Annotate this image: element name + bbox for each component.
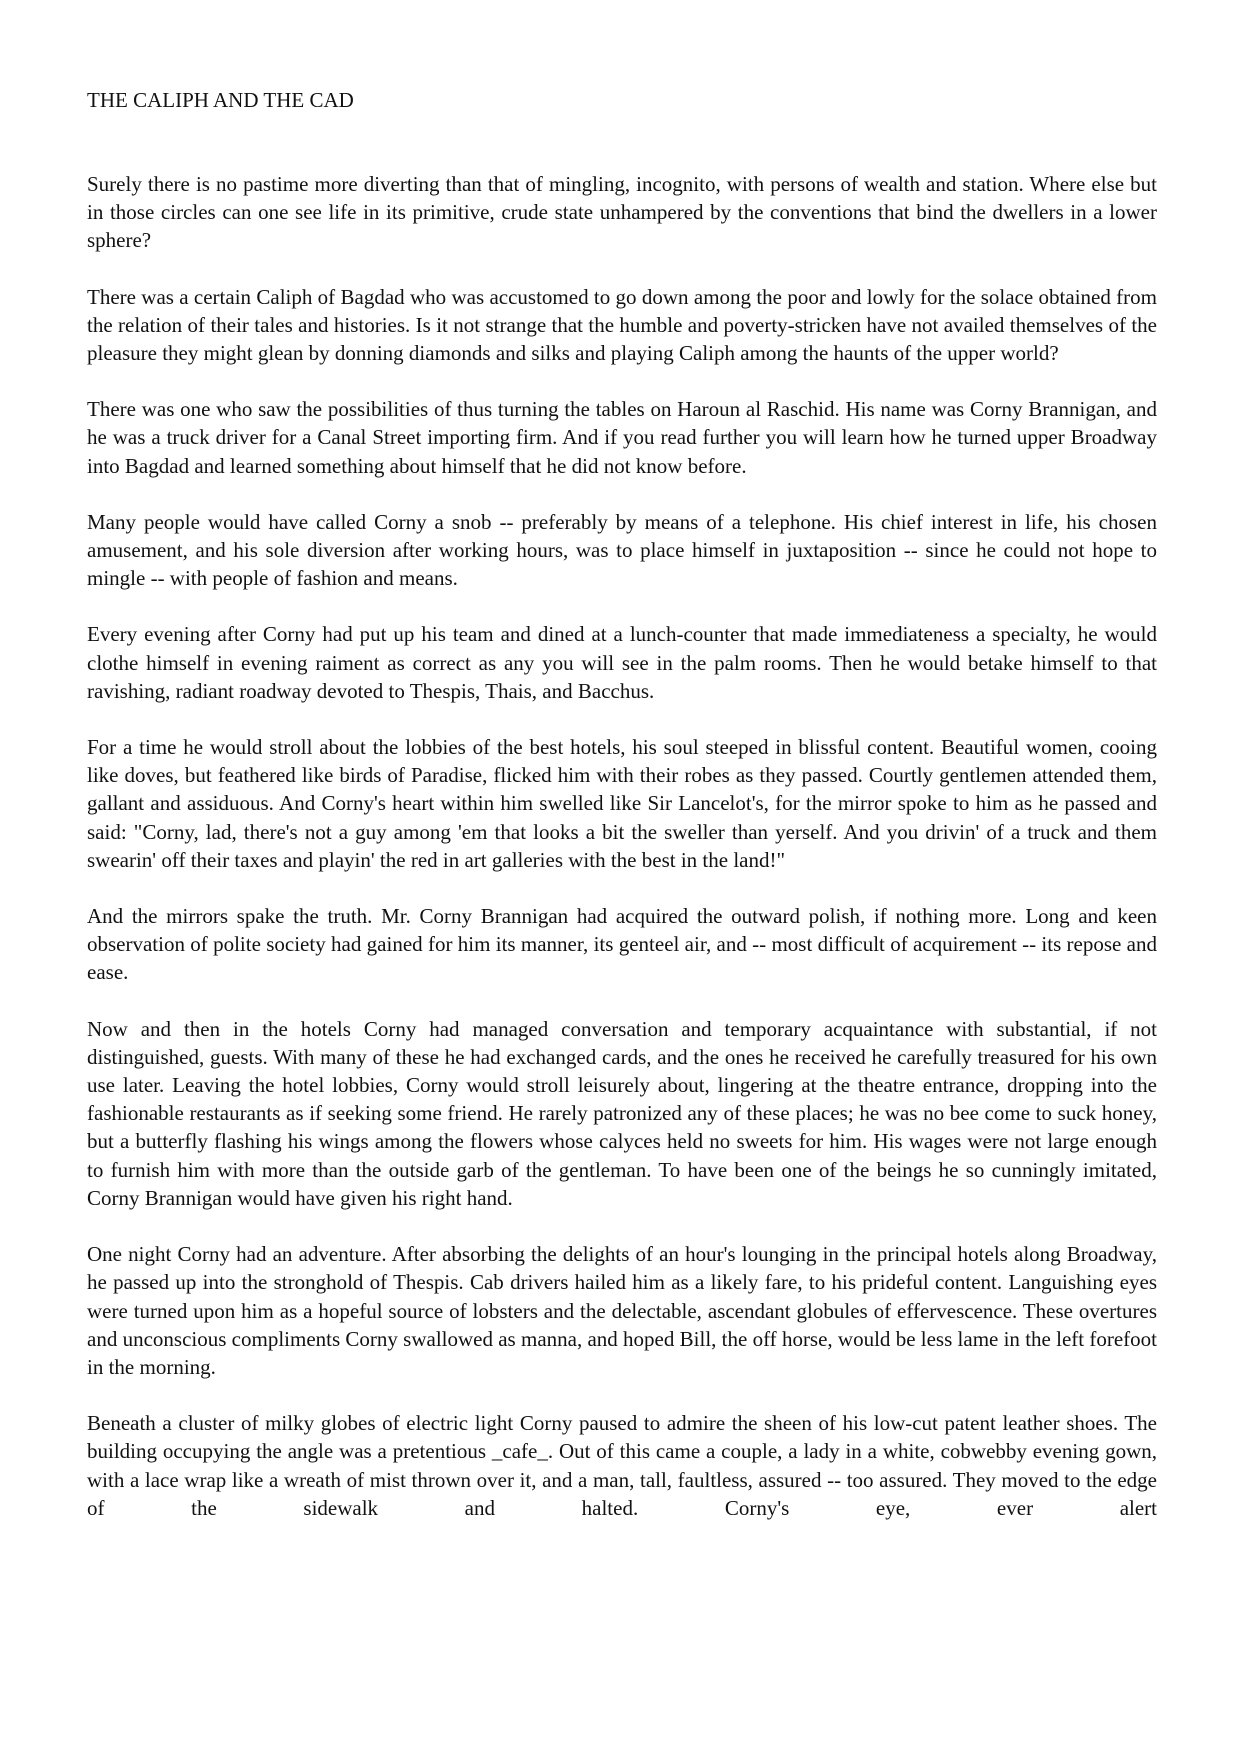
paragraph-3: There was one who saw the possibilities of thus turning the tables on Haroun al Raschid. His name was Corny Brannigan, and he was a truck driver for a Canal Street importing firm. And if you read further you will learn how he turned upper Broadway into Bagdad and learned something about himself that he did not know before. xyxy=(87,397,1157,478)
paragraph-2: There was a certain Caliph of Bagdad who was accustomed to go down among the poor and lowly for the solace obtained from the relation of their tales and histories. Is it not strange that the humble and poverty-stricken have not availed themselves of the pleasure they might glean by donning diamonds and silks and playing Caliph among the haunts of the upper world? xyxy=(87,284,1157,366)
paragraph-8: Now and then in the hotels Corny had managed conversation and temporary acquaintance with substantial, if not distinguished, guests. With many of these he had exchanged cards, and the ones he received he carefully treasured for his own use later. Leaving the hotel lobbies, Corny would stroll leisurely about, lingering at the theatre entrance, dropping into the fashionable restaurants as if seeking some friend. He rarely patronized any of these places; he was no bee come to suck honey, but a butterfly flashing his wings among the flowers whose calyces held no sweets for him. His wages were not large enough to furnish him with more than the outside garb of the gentleman. To have been one of the beings he so cunningly imitated, Corny Brannigan would have given his right hand. xyxy=(87,1016,1157,1210)
paragraph-10: Beneath a cluster of milky globes of electric light Corny paused to admire the sheen of his low-cut patent leather shoes. The building occupying the angle was a pretentious _cafe_. Out of this came a couple, a lady in a white, cobwebby evening gown, with a lace wrap like a wreath of mist thrown over it, and a man, tall, faultless, assured -- too assured. They moved to the edge of the sidewalk and halted. Corny's eye, ever alert xyxy=(87,1411,1157,1520)
paragraph-1: Surely there is no pastime more diverting than that of mingling, incognito, with persons of wealth and station. Where else but in those circles can one see life in its primitive, crude state unhampered by the conventions that bind the dwellers in a lower sphere? xyxy=(87,172,1157,253)
document-page xyxy=(87,86,1157,1550)
paragraph-4: Many people would have called Corny a snob -- preferably by means of a telephone. His chief interest in life, his chosen amusement, and his sole diversion after working hours, was to place himself in juxtaposition -- since he could not hope to mingle -- with people of fashion and means. xyxy=(87,509,1157,591)
story-title: THE CALIPH AND THE CAD xyxy=(87,88,354,112)
paragraph-6: For a time he would stroll about the lobbies of the best hotels, his soul steeped in blissful content. Beautiful women, cooing like doves, but feathered like birds of Paradise, flicked him with their robes as they passed. Courtly gentlemen attended them, gallant and assiduous. And Corny's heart within him swelled like Sir Lancelot's, for the mirror spoke to him as he passed and said: "Corny, lad, there's not a guy among 'em that looks a bit the sweller than yerself. And you drivin' of a truck and them swearin' off their taxes and playin' the red in art galleries with the best in the land!" xyxy=(87,735,1157,872)
paragraph-7: And the mirrors spake the truth. Mr. Corny Brannigan had acquired the outward polish, if nothing more. Long and keen observation of polite society had gained for him its manner, its genteel air, and -- most difficult of acquirement -- its repose and ease. xyxy=(87,904,1157,985)
paragraph-9: One night Corny had an adventure. After absorbing the delights of an hour's lounging in the principal hotels along Broadway, he passed up into the stronghold of Thespis. Cab drivers hailed him as a likely fare, to his prideful content. Languishing eyes were turned upon him as a hopeful source of lobsters and the delectable, ascendant globules of effervescence. These overtures and unconscious compliments Corny swallowed as manna, and hoped Bill, the off horse, would be less lame in the left forefoot in the morning. xyxy=(87,1242,1157,1379)
paragraph-5: Every evening after Corny had put up his team and dined at a lunch-counter that made immediateness a specialty, he would clothe himself in evening raiment as correct as any you will see in the palm rooms. Then he would betake himself to that ravishing, radiant roadway devoted to Thespis, Thais, and Bacchus. xyxy=(87,622,1157,703)
